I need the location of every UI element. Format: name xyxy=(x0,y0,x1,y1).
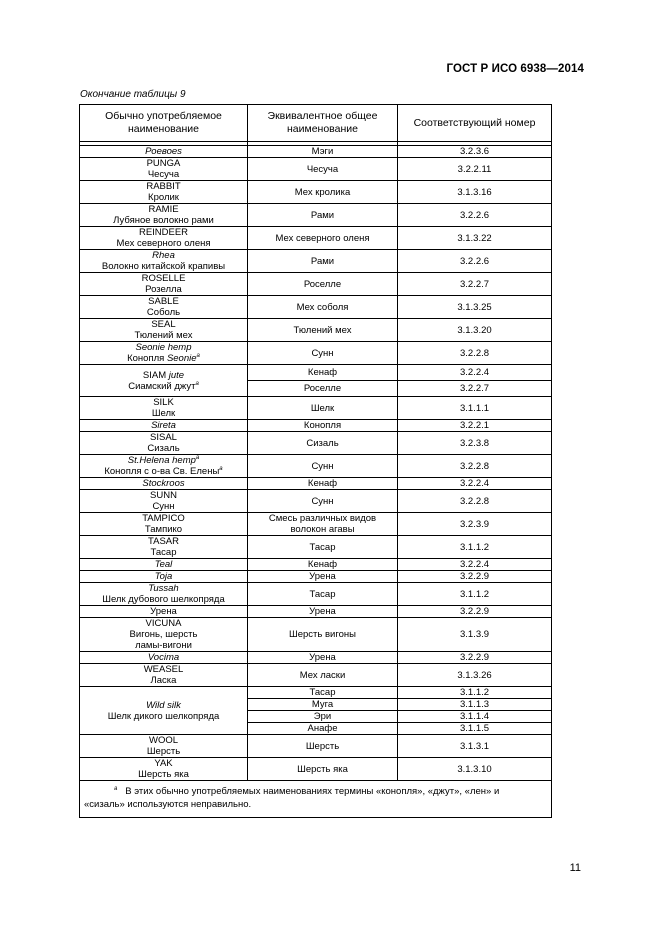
common-name-cell xyxy=(80,478,248,490)
common-name-ru: Тасар xyxy=(150,547,177,558)
common-name-cell xyxy=(80,296,248,319)
common-name-cell xyxy=(80,365,248,397)
common-name: Tussah xyxy=(148,583,179,594)
table-row xyxy=(80,583,552,606)
number: 3.2.2.1 xyxy=(398,420,552,432)
number: 3.1.3.22 xyxy=(398,227,552,250)
table-row xyxy=(80,652,552,664)
common-name: SISAL xyxy=(150,432,177,443)
common-name-ru: Розелла xyxy=(145,284,182,295)
number: 3.1.3.26 xyxy=(398,664,552,687)
common-name: SABLE xyxy=(148,296,179,307)
equivalent-name: Мэги xyxy=(248,146,398,158)
table-row xyxy=(80,490,552,513)
common-name-cell xyxy=(80,432,248,455)
common-name: YAK xyxy=(154,758,173,769)
common-name-ru: Сизаль xyxy=(147,443,180,454)
equivalent-name: Рами xyxy=(248,204,398,227)
table-row xyxy=(80,687,552,699)
equivalent-name: Мех кролика xyxy=(248,181,398,204)
table-row xyxy=(80,146,552,158)
table-row xyxy=(80,227,552,250)
equivalent-name: Мех северного оленя xyxy=(248,227,398,250)
table-row xyxy=(80,758,552,781)
common-name: Seonie hemp xyxy=(135,342,192,353)
fiber-names-table xyxy=(79,104,552,818)
common-name-ru: Конопля Seonie xyxy=(127,353,197,364)
common-name: Rhea xyxy=(152,250,175,261)
number: 3.1.1.2 xyxy=(398,687,552,699)
equivalent-name: Сунн xyxy=(248,490,398,513)
equivalent-name: Тасар xyxy=(248,536,398,559)
common-name-ru: Конопля с о-ва Св. Елены xyxy=(104,466,220,477)
common-name-cell xyxy=(80,652,248,664)
table-row xyxy=(80,478,552,490)
number: 3.2.2.7 xyxy=(398,381,552,397)
number: 3.2.3.8 xyxy=(398,432,552,455)
common-name-ru-cont: ламы-вигони xyxy=(135,640,192,651)
common-name-ru: Тампико xyxy=(144,524,183,535)
common-name-cell xyxy=(80,687,248,735)
equivalent-name: Шерсть яка xyxy=(248,758,398,781)
table-row xyxy=(80,571,552,583)
common-name-cell xyxy=(80,273,248,296)
common-name-cell xyxy=(80,455,248,478)
number: 3.1.1.1 xyxy=(398,397,552,420)
equivalent-name: Урена xyxy=(248,652,398,664)
table-row xyxy=(80,397,552,420)
number: 3.1.1.3 xyxy=(398,699,552,711)
common-name: VICUNA xyxy=(145,618,182,629)
table-row xyxy=(80,536,552,559)
common-name-cell xyxy=(80,735,248,758)
common-name-ru: Сунн xyxy=(152,501,175,512)
common-name-cell xyxy=(80,158,248,181)
equivalent-name: Сизаль xyxy=(248,432,398,455)
table-row xyxy=(80,618,552,652)
number: 3.2.2.6 xyxy=(398,250,552,273)
common-name: Teal xyxy=(154,559,173,570)
common-name-cell xyxy=(80,513,248,536)
equivalent-name: Тасар xyxy=(248,583,398,606)
equivalent-name: Конопля xyxy=(248,420,398,432)
equivalent-name: Анафе xyxy=(248,723,398,735)
common-name: REINDEER xyxy=(138,227,189,238)
number: 3.1.1.4 xyxy=(398,711,552,723)
number: 3.1.3.25 xyxy=(398,296,552,319)
common-name: ROSELLE xyxy=(141,273,186,284)
equivalent-name: Урена xyxy=(248,571,398,583)
table-row xyxy=(80,735,552,758)
number: 3.1.3.10 xyxy=(398,758,552,781)
common-name: Vocima xyxy=(147,652,180,663)
common-name-ru: Шелк дикого шелкопряда xyxy=(107,710,220,722)
common-name-cell xyxy=(80,227,248,250)
table-row xyxy=(80,606,552,618)
common-name-ru: Шерсть xyxy=(146,746,181,757)
number: 3.1.3.1 xyxy=(398,735,552,758)
number: 3.1.3.16 xyxy=(398,181,552,204)
common-name: RABBIT xyxy=(146,181,181,192)
column-header-common-name: Обычно употребляемое наименование xyxy=(80,105,248,142)
number: 3.2.3.9 xyxy=(398,513,552,536)
common-name-ru: Соболь xyxy=(146,307,181,318)
common-name-cell xyxy=(80,204,248,227)
number: 3.1.3.9 xyxy=(398,618,552,652)
equivalent-name: Роселле xyxy=(248,273,398,296)
number: 3.2.2.8 xyxy=(398,342,552,365)
common-name-cell xyxy=(80,319,248,342)
footnote xyxy=(80,781,552,818)
number: 3.2.2.8 xyxy=(398,455,552,478)
common-name: WOOL xyxy=(148,735,179,746)
number: 3.1.1.2 xyxy=(398,536,552,559)
common-name-cell xyxy=(80,342,248,365)
table-row xyxy=(80,559,552,571)
table-row xyxy=(80,455,552,478)
common-name: Stockroos xyxy=(142,478,185,489)
equivalent-name: Шерсть xyxy=(248,735,398,758)
common-name-cell xyxy=(80,397,248,420)
number: 3.1.1.5 xyxy=(398,723,552,735)
common-name: SUNN xyxy=(150,490,177,501)
table-row xyxy=(80,204,552,227)
common-name-ru: Мех северного оленя xyxy=(116,238,211,249)
number: 3.2.2.4 xyxy=(398,478,552,490)
table-caption: Окончание таблицы 9 xyxy=(80,89,186,100)
equivalent-name: Сунн xyxy=(248,342,398,365)
equivalent-name: Урена xyxy=(248,606,398,618)
page-number: 11 xyxy=(569,862,581,874)
table-row xyxy=(80,158,552,181)
common-name: Урена xyxy=(150,606,177,617)
number: 3.2.2.9 xyxy=(398,652,552,664)
equivalent-name: Роселле xyxy=(248,381,398,397)
number: 3.2.2.4 xyxy=(398,365,552,381)
table-row xyxy=(80,365,552,381)
equivalent-name: Кенаф xyxy=(248,559,398,571)
table-row xyxy=(80,250,552,273)
table-row xyxy=(80,273,552,296)
footnote-ref: a xyxy=(219,466,223,472)
number: 3.1.3.20 xyxy=(398,319,552,342)
equivalent-name: Эри xyxy=(248,711,398,723)
common-name: PUNGA xyxy=(146,158,181,169)
common-name-cell xyxy=(80,536,248,559)
number: 3.2.2.4 xyxy=(398,559,552,571)
common-name-cell xyxy=(80,664,248,687)
equivalent-name: Тасар xyxy=(248,687,398,699)
common-name: Toja xyxy=(154,571,173,582)
table-row xyxy=(80,664,552,687)
table-row xyxy=(80,319,552,342)
common-name-cell xyxy=(80,758,248,781)
common-name-cell xyxy=(80,490,248,513)
common-name-ru: Кролик xyxy=(148,192,179,203)
column-header-number: Соответствующий номер xyxy=(398,105,552,142)
common-name-ru: Вигонь, шерсть xyxy=(129,629,198,640)
common-name: TASAR xyxy=(148,536,179,547)
footnote-ref: a xyxy=(195,380,199,387)
common-name: WEASEL xyxy=(143,664,184,675)
equivalent-name: Сунн xyxy=(248,455,398,478)
footnote-line-1: В этих обычно употребляемых наименованиях термины «конопля», «джут», «лен» и xyxy=(125,786,500,797)
table-row xyxy=(80,420,552,432)
number: 3.1.1.2 xyxy=(398,583,552,606)
common-name-ru: Шелк xyxy=(151,408,176,419)
common-name: Wild silk xyxy=(146,699,181,711)
equivalent-name: Шелк xyxy=(248,397,398,420)
common-name-ru: Тюлений мех xyxy=(134,330,193,341)
column-header-equivalent-name: Эквивалентное общее наименование xyxy=(248,105,398,142)
common-name-cell xyxy=(80,250,248,273)
common-name: St.Helena hemp xyxy=(127,455,196,466)
common-name-cell xyxy=(80,618,248,652)
common-name: TAMPICO xyxy=(142,513,185,524)
equivalent-name: Смесь различных видов волокон агавы xyxy=(248,513,398,536)
equivalent-name: Тюлений мех xyxy=(248,319,398,342)
number: 3.2.2.8 xyxy=(398,490,552,513)
table-row xyxy=(80,513,552,536)
common-name: Роевоеs xyxy=(145,146,182,157)
standard-header: ГОСТ Р ИСО 6938—2014 xyxy=(446,63,584,75)
equivalent-name: Кенаф xyxy=(248,365,398,381)
footnote-ref: a xyxy=(196,353,200,359)
number: 3.2.3.6 xyxy=(398,146,552,158)
number: 3.2.2.7 xyxy=(398,273,552,296)
common-name-ru: Лубяное волокно рами xyxy=(113,215,214,226)
table-row xyxy=(80,432,552,455)
table-row xyxy=(80,342,552,365)
footnote-marker: a xyxy=(114,786,118,792)
table-row xyxy=(80,296,552,319)
number: 3.2.2.9 xyxy=(398,606,552,618)
common-name: SIAM jute xyxy=(142,369,185,381)
table-body xyxy=(80,142,552,781)
common-name-cell xyxy=(80,583,248,606)
common-name-ru: Шелк дубового шелкопряда xyxy=(102,594,225,605)
common-name: SEAL xyxy=(151,319,176,330)
equivalent-name: Муга xyxy=(248,699,398,711)
common-name-ru: Сиамский джут xyxy=(128,380,196,392)
common-name-cell xyxy=(80,146,248,158)
common-name-ru: Шерсть яка xyxy=(138,769,189,780)
equivalent-name: Шерсть вигоны xyxy=(248,618,398,652)
number: 3.2.2.6 xyxy=(398,204,552,227)
number: 3.2.2.11 xyxy=(398,158,552,181)
common-name-ru: Ласка xyxy=(150,675,177,686)
equivalent-name: Чесуча xyxy=(248,158,398,181)
common-name-ru: Волокно китайской крапивы xyxy=(101,261,226,272)
common-name-cell xyxy=(80,571,248,583)
number: 3.2.2.9 xyxy=(398,571,552,583)
common-name: RAMIE xyxy=(148,204,179,215)
common-name: Sireta xyxy=(151,420,176,431)
equivalent-name: Мех ласки xyxy=(248,664,398,687)
equivalent-name: Рами xyxy=(248,250,398,273)
common-name-cell xyxy=(80,420,248,432)
equivalent-name: Кенаф xyxy=(248,478,398,490)
common-name-ru: Чесуча xyxy=(147,169,180,180)
common-name-cell xyxy=(80,181,248,204)
common-name-cell xyxy=(80,559,248,571)
equivalent-name: Мех соболя xyxy=(248,296,398,319)
common-name: SILK xyxy=(153,397,174,408)
table-row xyxy=(80,181,552,204)
footnote-line-2: «сизаль» используются неправильно. xyxy=(84,799,252,810)
common-name-cell xyxy=(80,606,248,618)
footnote-ref: a xyxy=(195,455,200,461)
